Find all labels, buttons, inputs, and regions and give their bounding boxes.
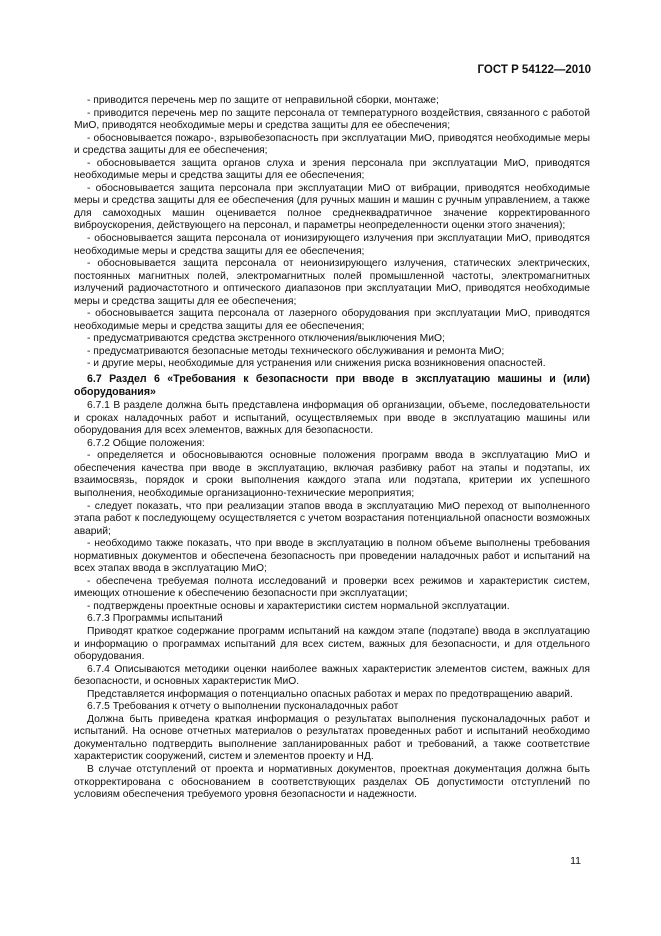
paragraph: - обеспечена требуемая полнота исследований и проверки всех режимов и характеристик систем, имеющих отношение к обеспечению безопасности при эксплуатации; bbox=[74, 575, 590, 600]
paragraph: - предусматриваются безопасные методы технического обслуживания и ремонта МиО; bbox=[87, 345, 505, 357]
paragraph: - обосновывается защита органов слуха и зрения персонала при эксплуатации МиО, приводятся необходимые меры и средства защиты для ее обеспечения; bbox=[74, 157, 590, 182]
paragraph: Приводят краткое содержание программ испытаний на каждом этапе (подэтапе) ввода в эксплуатацию и информацию о программах испытаний для всех систем, важных для безопасности, и для отдельного оборудования. bbox=[74, 625, 590, 663]
paragraph: 6.7.3 Программы испытаний bbox=[87, 613, 223, 625]
paragraph: 6.7.4 Описываются методики оценки наиболее важных характеристик элементов систем, важных для безопасности, и основных характеристик МиО. bbox=[74, 663, 590, 688]
paragraph: - и другие меры, необходимые для устранения или снижения риска возникновения опасностей. bbox=[87, 358, 546, 370]
paragraph: - предусматриваются средства экстренного отключения/выключения МиО; bbox=[87, 333, 445, 345]
paragraph: - подтверждены проектные основы и характеристики систем нормальной эксплуатации. bbox=[87, 600, 510, 612]
paragraph: - следует показать, что при реализации этапов ввода в эксплуатацию МиО переход от выполненного этапа работ к последующему осуществляется с учетом возрастания потенциальной опасности возможных аварий; bbox=[74, 500, 590, 537]
paragraph: - обосновывается пожаро-, взрывобезопасность при эксплуатации МиО, приводятся необходимые меры и средства защиты для ее обеспечения; bbox=[74, 132, 590, 157]
paragraph: - приводится перечень мер по защите персонала от температурного воздействия, связанного с работой МиО, приводятся необходимые меры и средства защиты для ее обеспечения; bbox=[74, 107, 590, 132]
paragraph: Должна быть приведена краткая информация о результатах выполнения пусконаладочных работ и испытаний. На основе отчетных материалов о результатах проведенных работ и испытаний необходимо документально подтвердить выполнение запланированных работ и требований, а также соответствие характеристик сооружений, систем и элементов проекту и НД. bbox=[74, 713, 590, 763]
paragraph: 6.7.5 Требования к отчету о выполнении пусконаладочных работ bbox=[87, 701, 399, 713]
paragraph: - обосновывается защита персонала при эксплуатации МиО от вибрации, приводятся необходимые меры и средства защиты для ее обеспечения (для ручных машин и машин с ручным управлением, а также для самоходных машин оценивается полное среднеквадратичное значение корректированного виброускорения, действующего на персонал, и параметры неопределенности оценки этого значения); bbox=[74, 182, 590, 232]
page-number: 11 bbox=[570, 855, 581, 867]
paragraph: В случае отступлений от проекта и нормативных документов, проектная документация должна быть откорректирована с обоснованием в соответствующих разделах ОБ допустимости отступлений по условиям обеспечения требуемого уровня безопасности и надежности. bbox=[74, 763, 590, 801]
paragraph: 6.7.1 В разделе должна быть представлена информация об организации, объеме, последовательности и сроках наладочных работ и испытаний, осуществляемых при вводе в эксплуатацию машины или оборудования для всех элементов, важных для безопасности. bbox=[74, 400, 590, 437]
document-body bbox=[74, 95, 590, 802]
paragraph: Представляется информация о потенциально опасных работах и мерах по предотвращению аварий. bbox=[87, 688, 573, 700]
paragraph: - приводится перечень мер по защите от неправильной сборки, монтаже; bbox=[87, 95, 439, 106]
paragraph: 6.7.2 Общие положения: bbox=[87, 437, 205, 449]
paragraph: - необходимо также показать, что при вводе в эксплуатацию в полном объеме выполнены требования нормативных документов и обеспечена безопасность при проведении наладочных работ и испытаний на всех этапах ввода в эксплуатацию МиО; bbox=[74, 538, 590, 575]
paragraph: - обосновывается защита персонала от ионизирующего излучения при эксплуатации МиО, приводятся необходимые меры и средства защиты для ее обеспечения; bbox=[74, 233, 590, 257]
document-header: ГОСТ Р 54122—2010 bbox=[477, 64, 591, 76]
paragraph: - определяется и обосновываются основные положения программ ввода в эксплуатацию МиО и обеспечения качества при вводе в эксплуатацию, включая разбивку работ на этапы и подэтапы, их взаимосвязь, порядок и сроки выполнения каждого этапа или подэтапа, критерии их успешного выполнения, необходимые организационно-технические мероприятия; bbox=[74, 450, 590, 499]
paragraph: - обосновывается защита персонала от лазерного оборудования при эксплуатации МиО, приводятся необходимые меры и средства защиты для ее обеспечения; bbox=[74, 308, 590, 332]
paragraph: - обосновывается защита персонала от неионизирующего излучения, статических электрических, постоянных магнитных полей, электромагнитных полей промышленной частоты, электромагнитных излучений радиочастотного и оптического диапазонов при эксплуатации МиО, приводятся необходимые меры и средства защиты для ее обеспечения; bbox=[74, 258, 590, 307]
section-heading: 6.7 Раздел 6 «Требования к безопасности при вводе в эксплуатацию машины и (или) оборудования» bbox=[74, 373, 590, 398]
